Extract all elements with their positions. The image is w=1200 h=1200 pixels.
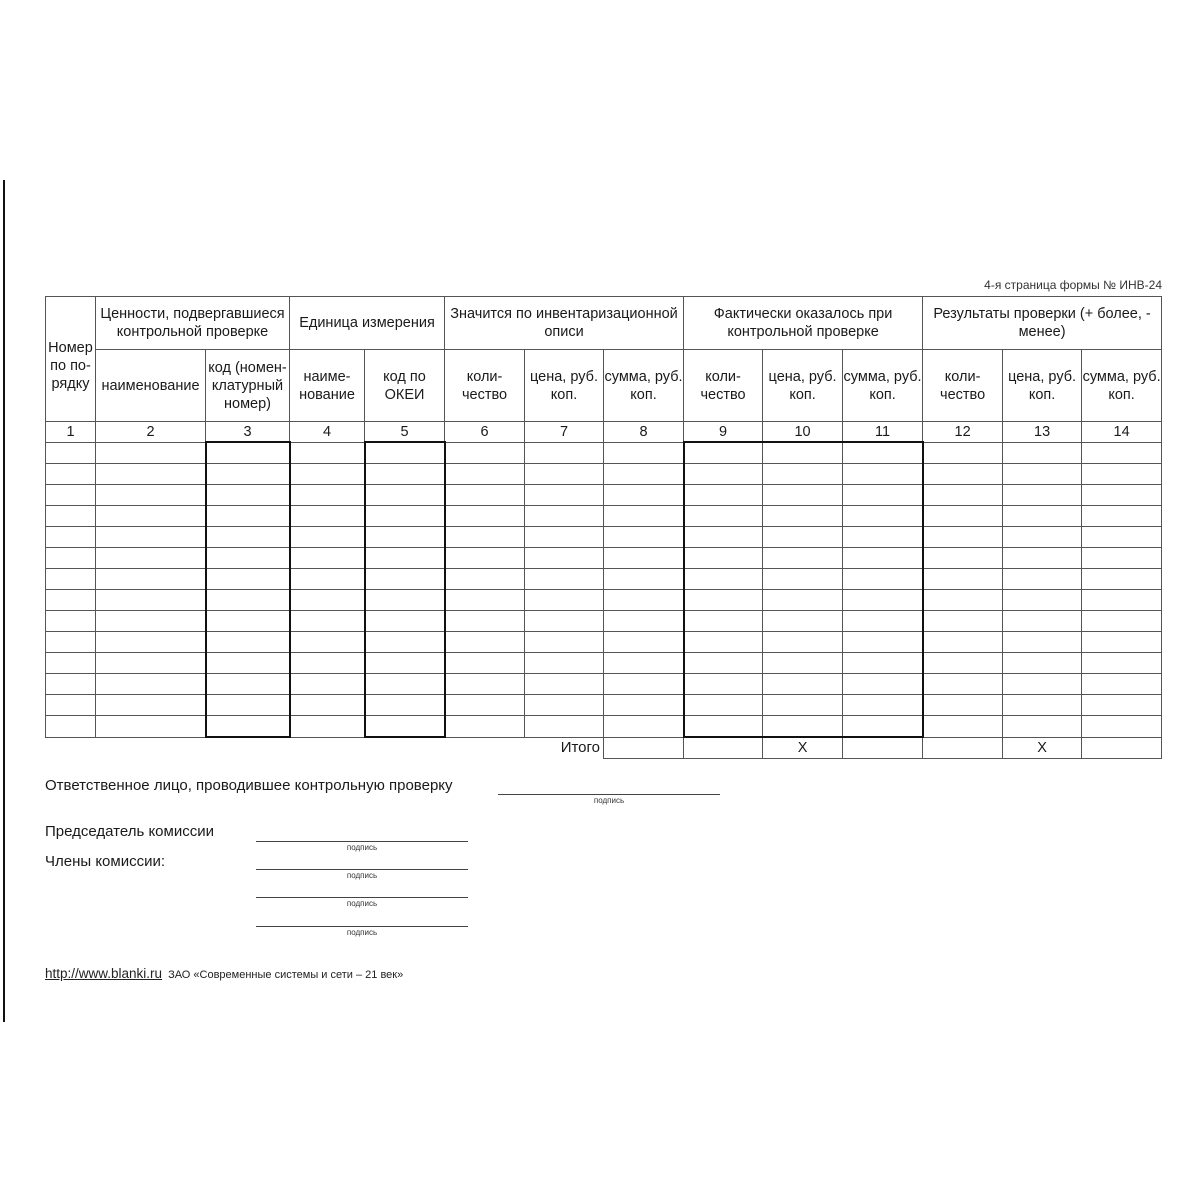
table-cell[interactable] bbox=[290, 442, 365, 464]
table-cell[interactable] bbox=[843, 590, 923, 611]
table-cell[interactable] bbox=[1082, 632, 1162, 653]
table-row bbox=[46, 569, 1162, 590]
signature-caption: подпись bbox=[346, 899, 378, 908]
table-cell[interactable] bbox=[684, 548, 763, 569]
table-cell[interactable] bbox=[604, 716, 684, 738]
table-cell[interactable] bbox=[46, 485, 96, 506]
table-cell[interactable] bbox=[96, 569, 206, 590]
table-cell[interactable] bbox=[525, 527, 604, 548]
header-actual-price: цена, руб. коп. bbox=[763, 350, 843, 422]
table-cell[interactable] bbox=[1082, 674, 1162, 695]
table-cell[interactable] bbox=[365, 716, 445, 738]
table-cell[interactable] bbox=[763, 569, 843, 590]
column-number: 13 bbox=[1003, 422, 1082, 443]
table-cell[interactable] bbox=[365, 611, 445, 632]
table-row bbox=[46, 653, 1162, 674]
table-cell[interactable] bbox=[1003, 674, 1082, 695]
table-cell[interactable] bbox=[843, 632, 923, 653]
header-unit-code: код по ОКЕИ bbox=[365, 350, 445, 422]
table-cell[interactable] bbox=[525, 506, 604, 527]
table-row bbox=[46, 464, 1162, 485]
table-cell[interactable] bbox=[684, 695, 763, 716]
table-cell[interactable] bbox=[206, 611, 290, 632]
table-cell[interactable] bbox=[763, 442, 843, 464]
table-cell[interactable] bbox=[1082, 548, 1162, 569]
table-row bbox=[46, 506, 1162, 527]
table-cell[interactable] bbox=[1003, 527, 1082, 548]
table-cell[interactable] bbox=[843, 464, 923, 485]
table-cell[interactable] bbox=[525, 695, 604, 716]
table-cell[interactable] bbox=[290, 569, 365, 590]
table-cell[interactable] bbox=[1003, 611, 1082, 632]
member-signature-line[interactable] bbox=[256, 926, 468, 927]
table-cell[interactable] bbox=[206, 674, 290, 695]
table-row bbox=[46, 590, 1162, 611]
table-row bbox=[46, 632, 1162, 653]
table-cell[interactable] bbox=[96, 442, 206, 464]
table-cell[interactable] bbox=[843, 485, 923, 506]
table-cell[interactable] bbox=[445, 527, 525, 548]
header-result-sum: сумма, руб. коп. bbox=[1082, 350, 1162, 422]
responsible-person-label: Ответственное лицо, проводившее контрольную проверку bbox=[45, 777, 453, 794]
table-cell[interactable] bbox=[763, 632, 843, 653]
table-cell[interactable] bbox=[1082, 590, 1162, 611]
table-cell[interactable] bbox=[96, 548, 206, 569]
table-cell[interactable] bbox=[46, 611, 96, 632]
table-cell[interactable] bbox=[290, 653, 365, 674]
table-cell[interactable] bbox=[525, 611, 604, 632]
table-cell[interactable] bbox=[96, 485, 206, 506]
table-cell[interactable] bbox=[923, 485, 1003, 506]
table-cell[interactable] bbox=[1003, 464, 1082, 485]
member-signature-line[interactable] bbox=[256, 869, 468, 870]
table-cell[interactable] bbox=[604, 527, 684, 548]
table-cell[interactable] bbox=[763, 590, 843, 611]
table-cell[interactable] bbox=[763, 485, 843, 506]
table-cell[interactable] bbox=[96, 695, 206, 716]
left-margin-rule bbox=[3, 180, 5, 1022]
table-cell[interactable] bbox=[923, 716, 1003, 738]
table-cell[interactable] bbox=[1003, 632, 1082, 653]
table-cell[interactable] bbox=[46, 716, 96, 738]
table-cell[interactable] bbox=[365, 442, 445, 464]
table-cell[interactable] bbox=[206, 442, 290, 464]
table-cell[interactable] bbox=[604, 442, 684, 464]
table-cell[interactable] bbox=[46, 569, 96, 590]
table-cell[interactable] bbox=[843, 442, 923, 464]
header-unit-name: наиме-нование bbox=[290, 350, 365, 422]
column-number: 4 bbox=[290, 422, 365, 443]
table-cell[interactable] bbox=[604, 464, 684, 485]
table-cell[interactable] bbox=[365, 695, 445, 716]
chairman-signature-line[interactable] bbox=[256, 841, 468, 842]
table-cell[interactable] bbox=[1003, 590, 1082, 611]
column-numbers-row bbox=[46, 422, 1162, 443]
table-cell[interactable] bbox=[445, 716, 525, 738]
chairman-label: Председатель комиссии bbox=[45, 823, 214, 840]
table-cell[interactable] bbox=[290, 527, 365, 548]
table-cell[interactable] bbox=[763, 611, 843, 632]
table-cell[interactable] bbox=[1082, 653, 1162, 674]
column-number: 14 bbox=[1082, 422, 1162, 443]
table-cell[interactable] bbox=[923, 695, 1003, 716]
table-cell[interactable] bbox=[46, 653, 96, 674]
table-cell[interactable] bbox=[604, 695, 684, 716]
table-cell[interactable] bbox=[206, 506, 290, 527]
table-cell[interactable] bbox=[604, 653, 684, 674]
table-cell[interactable] bbox=[923, 464, 1003, 485]
table-cell[interactable] bbox=[923, 442, 1003, 464]
table-cell[interactable] bbox=[923, 506, 1003, 527]
table-cell[interactable] bbox=[96, 632, 206, 653]
table-cell[interactable] bbox=[684, 653, 763, 674]
table-cell[interactable] bbox=[763, 506, 843, 527]
table-cell[interactable] bbox=[843, 569, 923, 590]
table-cell[interactable] bbox=[365, 674, 445, 695]
header-result-price: цена, руб. коп. bbox=[1003, 350, 1082, 422]
header-values-group: Ценности, подвергавшиеся контрольной проверке bbox=[96, 297, 290, 350]
table-cell[interactable] bbox=[206, 548, 290, 569]
header-actual-qty: коли-чество bbox=[684, 350, 763, 422]
table-cell[interactable] bbox=[923, 590, 1003, 611]
table-cell[interactable] bbox=[1003, 506, 1082, 527]
table-cell[interactable] bbox=[365, 527, 445, 548]
table-cell[interactable] bbox=[1082, 716, 1162, 738]
members-label: Члены комиссии: bbox=[45, 853, 166, 870]
table-cell[interactable] bbox=[1003, 653, 1082, 674]
table-cell[interactable] bbox=[684, 590, 763, 611]
table-cell[interactable] bbox=[46, 442, 96, 464]
table-cell[interactable] bbox=[525, 464, 604, 485]
total-mark: Х bbox=[763, 737, 843, 759]
table-cell[interactable] bbox=[46, 695, 96, 716]
table-cell[interactable] bbox=[290, 506, 365, 527]
table-cell[interactable] bbox=[843, 653, 923, 674]
table-cell[interactable] bbox=[290, 716, 365, 738]
signature-caption: подпись bbox=[346, 871, 378, 880]
table-cell[interactable] bbox=[1003, 716, 1082, 738]
table-cell[interactable] bbox=[604, 590, 684, 611]
table-row bbox=[46, 485, 1162, 506]
table-cell[interactable] bbox=[445, 569, 525, 590]
column-number: 6 bbox=[445, 422, 525, 443]
table-cell[interactable] bbox=[96, 674, 206, 695]
header-name: наименование bbox=[96, 350, 206, 422]
table-cell[interactable] bbox=[525, 674, 604, 695]
table-cell[interactable] bbox=[445, 674, 525, 695]
table-cell[interactable] bbox=[525, 632, 604, 653]
header-listed-group: Значится по инвентаризационной описи bbox=[445, 297, 684, 350]
table-cell[interactable] bbox=[923, 653, 1003, 674]
table-cell[interactable] bbox=[445, 632, 525, 653]
signature-caption: подпись bbox=[346, 843, 378, 852]
total-cell[interactable] bbox=[604, 737, 684, 759]
table-cell[interactable] bbox=[684, 632, 763, 653]
responsible-signature-line[interactable] bbox=[498, 794, 720, 795]
header-code: код (номен-клатурный номер) bbox=[206, 350, 290, 422]
table-cell[interactable] bbox=[290, 590, 365, 611]
table-cell[interactable] bbox=[923, 611, 1003, 632]
table-cell[interactable] bbox=[923, 569, 1003, 590]
table-cell[interactable] bbox=[684, 674, 763, 695]
table-cell[interactable] bbox=[46, 632, 96, 653]
table-cell[interactable] bbox=[843, 695, 923, 716]
table-cell[interactable] bbox=[365, 485, 445, 506]
table-row bbox=[46, 611, 1162, 632]
table-cell[interactable] bbox=[604, 674, 684, 695]
table-cell[interactable] bbox=[290, 485, 365, 506]
table-cell[interactable] bbox=[1082, 527, 1162, 548]
table-cell[interactable] bbox=[684, 506, 763, 527]
table-cell[interactable] bbox=[604, 569, 684, 590]
table-cell[interactable] bbox=[525, 548, 604, 569]
table-cell[interactable] bbox=[206, 527, 290, 548]
table-cell[interactable] bbox=[843, 506, 923, 527]
table-cell[interactable] bbox=[96, 527, 206, 548]
table-cell[interactable] bbox=[604, 611, 684, 632]
table-cell[interactable] bbox=[684, 716, 763, 738]
table-cell[interactable] bbox=[763, 548, 843, 569]
header-listed-price: цена, руб. коп. bbox=[525, 350, 604, 422]
table-cell[interactable] bbox=[525, 485, 604, 506]
total-label: Итого bbox=[445, 737, 604, 759]
table-cell[interactable] bbox=[290, 548, 365, 569]
table-cell[interactable] bbox=[843, 527, 923, 548]
table-cell[interactable] bbox=[1082, 485, 1162, 506]
table-cell[interactable] bbox=[445, 464, 525, 485]
table-cell[interactable] bbox=[1082, 506, 1162, 527]
table-cell[interactable] bbox=[365, 464, 445, 485]
table-cell[interactable] bbox=[365, 506, 445, 527]
table-row bbox=[46, 442, 1162, 464]
signature-caption: подпись bbox=[346, 928, 378, 937]
column-number: 1 bbox=[46, 422, 96, 443]
table-cell[interactable] bbox=[206, 632, 290, 653]
table-cell[interactable] bbox=[1082, 464, 1162, 485]
table-cell[interactable] bbox=[763, 695, 843, 716]
table-cell[interactable] bbox=[445, 611, 525, 632]
table-cell[interactable] bbox=[525, 716, 604, 738]
table-cell[interactable] bbox=[525, 442, 604, 464]
total-row bbox=[46, 737, 1162, 759]
header-num-order: Номер по по-рядку bbox=[46, 297, 96, 422]
table-cell[interactable] bbox=[923, 674, 1003, 695]
header-actual-sum: сумма, руб. коп. bbox=[843, 350, 923, 422]
member-signature-line[interactable] bbox=[256, 897, 468, 898]
table-cell[interactable] bbox=[1082, 695, 1162, 716]
table-cell[interactable] bbox=[923, 548, 1003, 569]
table-cell[interactable] bbox=[206, 653, 290, 674]
table-cell[interactable] bbox=[1003, 548, 1082, 569]
table-cell[interactable] bbox=[46, 527, 96, 548]
table-cell[interactable] bbox=[604, 548, 684, 569]
table-cell[interactable] bbox=[96, 611, 206, 632]
table-row bbox=[46, 674, 1162, 695]
table-cell[interactable] bbox=[46, 590, 96, 611]
table-cell[interactable] bbox=[843, 548, 923, 569]
footer-link[interactable]: http://www.blanki.ru bbox=[45, 966, 163, 981]
total-cell[interactable] bbox=[1082, 737, 1162, 759]
table-cell[interactable] bbox=[206, 464, 290, 485]
table-cell[interactable] bbox=[763, 527, 843, 548]
table-cell[interactable] bbox=[525, 653, 604, 674]
table-cell[interactable] bbox=[923, 527, 1003, 548]
table-cell[interactable] bbox=[445, 590, 525, 611]
table-cell[interactable] bbox=[604, 506, 684, 527]
table-cell[interactable] bbox=[604, 485, 684, 506]
table-cell[interactable] bbox=[525, 590, 604, 611]
table-cell[interactable] bbox=[763, 464, 843, 485]
table-cell[interactable] bbox=[684, 611, 763, 632]
column-number: 10 bbox=[763, 422, 843, 443]
table-cell[interactable] bbox=[763, 716, 843, 738]
table-cell[interactable] bbox=[1082, 442, 1162, 464]
header-listed-qty: коли-чество bbox=[445, 350, 525, 422]
table-cell[interactable] bbox=[1082, 611, 1162, 632]
column-number: 5 bbox=[365, 422, 445, 443]
header-unit-group: Единица измерения bbox=[290, 297, 445, 350]
table-cell[interactable] bbox=[684, 485, 763, 506]
column-number: 9 bbox=[684, 422, 763, 443]
table-cell[interactable] bbox=[290, 611, 365, 632]
table-cell[interactable] bbox=[46, 464, 96, 485]
table-cell[interactable] bbox=[46, 674, 96, 695]
table-cell[interactable] bbox=[206, 590, 290, 611]
column-number: 11 bbox=[843, 422, 923, 443]
inventory-table bbox=[45, 296, 1162, 759]
table-cell[interactable] bbox=[604, 632, 684, 653]
table-cell[interactable] bbox=[763, 653, 843, 674]
table-cell[interactable] bbox=[445, 695, 525, 716]
table-cell[interactable] bbox=[206, 569, 290, 590]
table-row bbox=[46, 548, 1162, 569]
table-cell[interactable] bbox=[1003, 485, 1082, 506]
column-number: 2 bbox=[96, 422, 206, 443]
table-row bbox=[46, 695, 1162, 716]
header-listed-sum: сумма, руб. коп. bbox=[604, 350, 684, 422]
table-cell[interactable] bbox=[445, 548, 525, 569]
header-actual-group: Фактически оказалось при контрольной проверке bbox=[684, 297, 923, 350]
table-cell[interactable] bbox=[365, 632, 445, 653]
table-cell[interactable] bbox=[290, 464, 365, 485]
table-cell[interactable] bbox=[684, 527, 763, 548]
table-cell[interactable] bbox=[290, 632, 365, 653]
table-cell[interactable] bbox=[290, 695, 365, 716]
column-number: 12 bbox=[923, 422, 1003, 443]
table-body bbox=[46, 442, 1162, 737]
footer-org: ЗАО «Современные системы и сети – 21 век» bbox=[168, 969, 404, 981]
table-row bbox=[46, 716, 1162, 738]
table-cell[interactable] bbox=[843, 611, 923, 632]
table-cell[interactable] bbox=[843, 716, 923, 738]
table-cell[interactable] bbox=[684, 569, 763, 590]
column-number: 7 bbox=[525, 422, 604, 443]
total-cell[interactable] bbox=[843, 737, 923, 759]
table-cell[interactable] bbox=[445, 442, 525, 464]
table-cell[interactable] bbox=[206, 695, 290, 716]
signature-caption: подпись bbox=[593, 796, 625, 805]
table-cell[interactable] bbox=[46, 548, 96, 569]
table-cell[interactable] bbox=[365, 569, 445, 590]
table-cell[interactable] bbox=[445, 485, 525, 506]
table-row bbox=[46, 527, 1162, 548]
table-cell[interactable] bbox=[206, 716, 290, 738]
footer bbox=[45, 966, 403, 981]
header-result-qty: коли-чество bbox=[923, 350, 1003, 422]
table-cell[interactable] bbox=[365, 548, 445, 569]
table-cell[interactable] bbox=[843, 674, 923, 695]
column-number: 8 bbox=[604, 422, 684, 443]
table-cell[interactable] bbox=[525, 569, 604, 590]
total-cell[interactable] bbox=[923, 737, 1003, 759]
table-cell[interactable] bbox=[96, 464, 206, 485]
table-cell[interactable] bbox=[923, 632, 1003, 653]
table-cell[interactable] bbox=[1003, 442, 1082, 464]
table-cell[interactable] bbox=[206, 485, 290, 506]
total-cell[interactable] bbox=[684, 737, 763, 759]
header-results-group: Результаты проверки (+ более, - менее) bbox=[923, 297, 1162, 350]
table-cell[interactable] bbox=[96, 716, 206, 738]
table-cell[interactable] bbox=[445, 506, 525, 527]
form-caption: 4-я страница формы № ИНВ-24 bbox=[984, 278, 1162, 292]
table-cell[interactable] bbox=[445, 653, 525, 674]
table-cell[interactable] bbox=[1082, 569, 1162, 590]
table-cell[interactable] bbox=[684, 442, 763, 464]
table-cell[interactable] bbox=[1003, 569, 1082, 590]
table-cell[interactable] bbox=[763, 674, 843, 695]
table-cell[interactable] bbox=[96, 590, 206, 611]
total-mark: Х bbox=[1003, 737, 1082, 759]
table-cell[interactable] bbox=[1003, 695, 1082, 716]
table-cell[interactable] bbox=[684, 464, 763, 485]
table-cell[interactable] bbox=[365, 653, 445, 674]
column-number: 3 bbox=[206, 422, 290, 443]
table-cell[interactable] bbox=[365, 590, 445, 611]
table-cell[interactable] bbox=[290, 674, 365, 695]
table-cell[interactable] bbox=[96, 653, 206, 674]
table-cell[interactable] bbox=[46, 506, 96, 527]
table-cell[interactable] bbox=[96, 506, 206, 527]
